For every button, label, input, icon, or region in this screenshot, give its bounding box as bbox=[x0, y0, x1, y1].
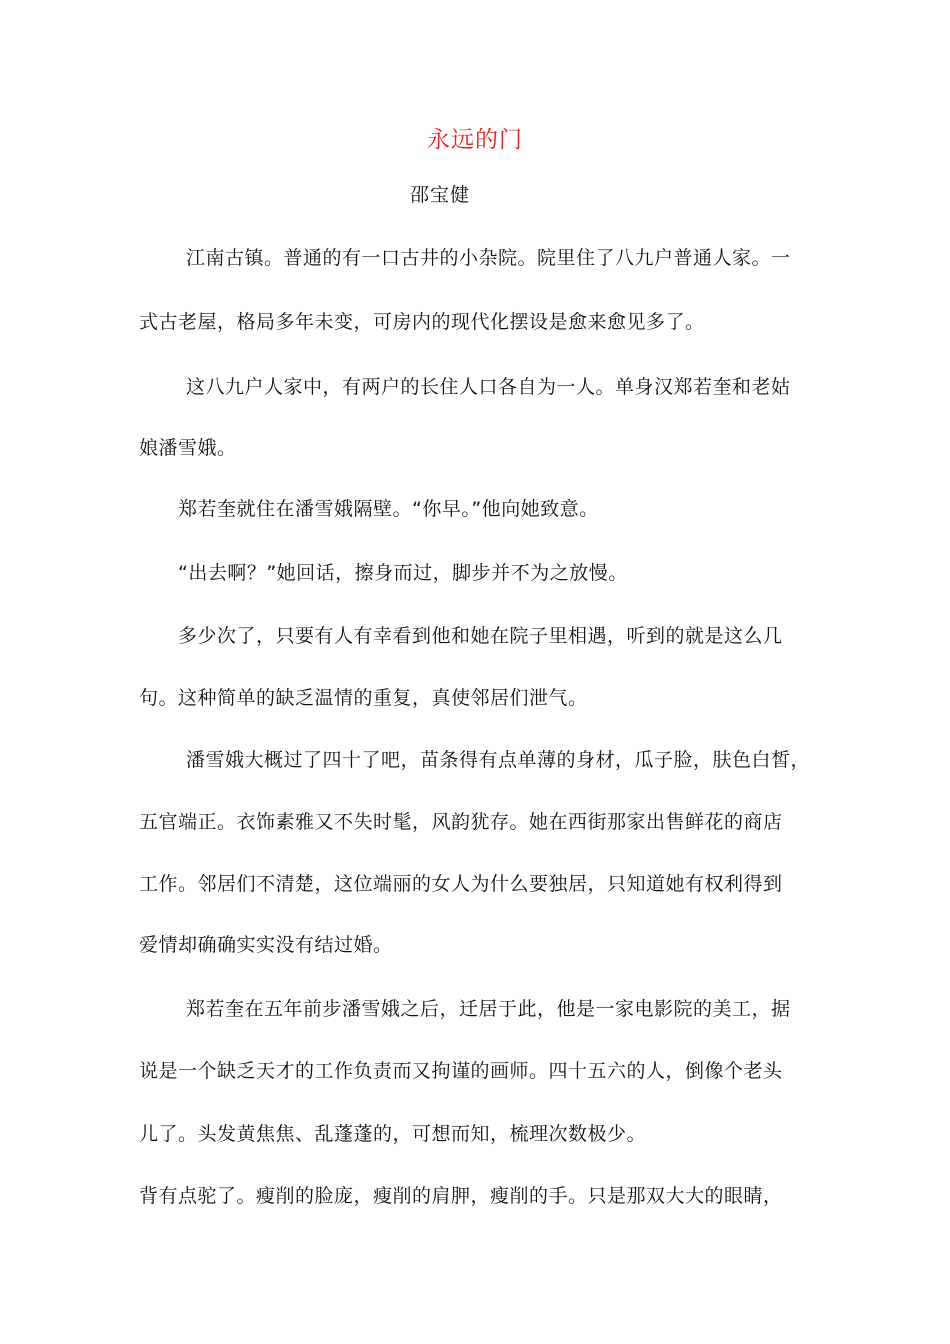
text-line: 多少次了，只要有人有幸看到他和她在院子里相遇，听到的就是这么几 bbox=[178, 625, 783, 647]
document-title: 永远的门 bbox=[427, 127, 523, 153]
text-line: 郑若奎在五年前步潘雪娥之后，迁居于此，他是一家电影院的美工，据 bbox=[186, 998, 791, 1020]
text-line: 潘雪娥大概过了四十了吧，苗条得有点单薄的身材，瓜子脸，肤色白皙， bbox=[186, 749, 811, 771]
text-line: 工作。邻居们不清楚，这位端丽的女人为什么要独居，只知道她有权利得到 bbox=[139, 873, 783, 895]
text-line: 郑若奎就住在潘雪娥隔壁。“你早。”他向她致意。 bbox=[178, 498, 599, 520]
document-author: 邵宝健 bbox=[410, 184, 471, 206]
text-line: 句。这种简单的缺乏温情的重复，真使邻居们泄气。 bbox=[139, 687, 588, 709]
text-line: 江南古镇。普通的有一口古井的小杂院。院里住了八九户普通人家。一 bbox=[186, 247, 791, 269]
text-line: 五官端正。衣饰素雅又不失时髦，风韵犹存。她在西街那家出售鲜花的商店 bbox=[139, 811, 783, 833]
text-line: 娘潘雪娥。 bbox=[139, 437, 237, 459]
text-line: 这八九户人家中，有两户的长住人口各自为一人。单身汉郑若奎和老姑 bbox=[186, 376, 791, 398]
text-line: 儿了。头发黄焦焦、乱蓬蓬的，可想而知，梳理次数极少。 bbox=[139, 1123, 647, 1145]
text-line: 说是一个缺乏天才的工作负责而又拘谨的画师。四十五六的人，倒像个老头 bbox=[139, 1060, 783, 1082]
text-line: 爱情却确确实实没有结过婚。 bbox=[139, 934, 393, 956]
text-line: “出去啊？”她回话，擦身而过，脚步并不为之放慢。 bbox=[178, 562, 628, 584]
text-line: 式古老屋，格局多年未变，可房内的现代化摆设是愈来愈见多了。 bbox=[139, 311, 705, 333]
text-line: 背有点驼了。瘦削的脸庞，瘦削的肩胛，瘦削的手。只是那双大大的眼睛， bbox=[139, 1185, 783, 1207]
